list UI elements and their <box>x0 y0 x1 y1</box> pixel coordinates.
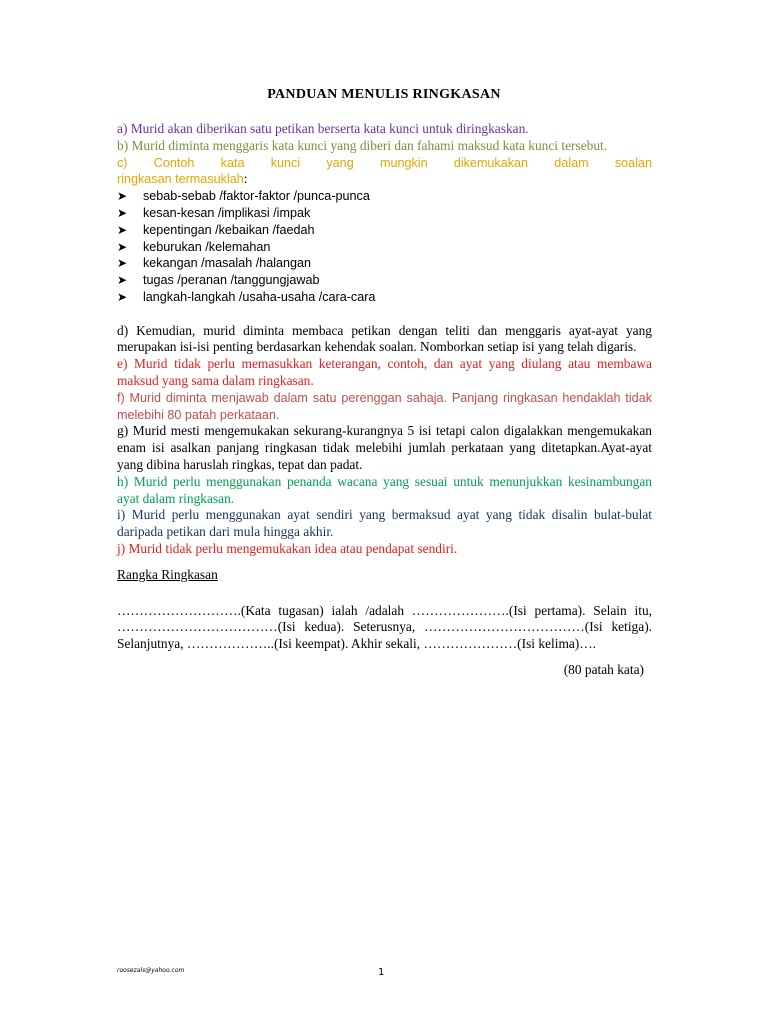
spacer <box>117 306 652 323</box>
list-item <box>117 255 652 272</box>
paragraph-d: d) Kemudian, murid diminta membaca petikan dengan teliti dan menggaris ayat-ayat yang merupakan isi-isi penting berdasarkan kehendak soalan. Nomborkan setiap isi yang telah digaris. <box>117 322 652 355</box>
list-item <box>117 222 652 239</box>
paragraph-g: g) Murid mesti mengemukakan sekurang-kurangnya 5 isi tetapi calon digalakkan mengemukakan enam isi asalkan panjang ringkasan tidak melebihi jumlah perkataan yang ditetapkan.Ayat-ayat yang dibina haruslah ringkas, tepat dan padat. <box>117 423 652 472</box>
page-title: PANDUAN MENULIS RINGKASAN <box>267 87 501 102</box>
list-item <box>117 289 652 306</box>
paragraph-a: a) Murid akan diberikan satu petikan berserta kata kunci untuk diringkaskan. <box>117 121 529 136</box>
word-count-note: (80 patah kata) <box>563 661 644 677</box>
page-number: 1 <box>378 967 385 978</box>
paragraph-c-line1: c) Contoh kata kunci yang mungkin dikemukakan dalam soalan <box>117 155 652 170</box>
keyword-list <box>117 188 652 306</box>
document-body <box>117 121 652 692</box>
paragraph-c-text: ringkasan termasuklah <box>117 172 244 187</box>
arrowhead-bullet-icon: ➤ <box>117 256 128 271</box>
arrowhead-bullet-icon: ➤ <box>117 239 128 254</box>
list-item <box>117 272 652 289</box>
arrowhead-bullet-icon: ➤ <box>117 289 128 304</box>
list-item-label: kesan-kesan /implikasi /impak <box>143 205 311 220</box>
paragraph-b: b) Murid diminta menggaris kata kunci yang diberi dan fahami maksud kata kunci tersebut. <box>117 137 608 153</box>
list-item-label: langkah-langkah /usaha-usaha /cara-cara <box>143 289 376 304</box>
paragraph-j: j) Murid tidak perlu mengemukakan idea atau pendapat sendiri. <box>117 540 458 556</box>
summary-framework: ……………………….(Kata tugasan) ialah /adalah ………………….(Isi pertama). Selain itu, ………………………………(Isi kedua). Seterusnya, ………………………………(Isi ketiga). Selanjutnya, ………………..(Isi keempat). Akhir sekali, …………………(Isi kelima)…. <box>117 602 652 652</box>
section-title: Rangka Ringkasan <box>117 566 218 582</box>
arrowhead-bullet-icon: ➤ <box>117 273 128 288</box>
paragraph-c-colon: : <box>243 171 248 187</box>
list-item-label: keburukan /kelemahan <box>143 239 271 254</box>
arrowhead-bullet-icon: ➤ <box>117 189 128 204</box>
paragraph-i: i) Murid perlu menggunakan ayat sendiri yang bermaksud ayat yang tidak disalin bulat-bulat daripada petikan dari mula hingga akhir. <box>117 507 652 540</box>
arrowhead-bullet-icon: ➤ <box>117 205 128 220</box>
list-item-label: kekangan /masalah /halangan <box>143 256 312 271</box>
list-item <box>117 239 652 256</box>
list-item-label: sebab-sebab /faktor-faktor /punca-punca <box>143 189 370 204</box>
paragraph-e: e) Murid tidak perlu memasukkan keterangan, contoh, dan ayat yang diulang atau membawa maksud yang sama dalam ringkasan. <box>117 356 652 388</box>
paragraph-h: h) Murid perlu menggunakan penanda wacana yang sesuai untuk menunjukkan kesinambungan ayat dalam ringkasan. <box>117 473 652 506</box>
list-item <box>117 205 652 222</box>
list-item-label: kepentingan /kebaikan /faedah <box>143 222 315 237</box>
paragraph-f: f) Murid diminta menjawab dalam satu perenggan sahaja. Panjang ringkasan hendaklah tidak melebihi 80 patah perkataan. <box>117 390 652 422</box>
arrowhead-bullet-icon: ➤ <box>117 222 128 237</box>
footer-email: roosezals@yahoo.com <box>117 967 185 974</box>
list-item <box>117 188 652 205</box>
paragraph-c-line2 <box>117 171 652 188</box>
list-item-label: tugas /peranan /tanggungjawab <box>143 273 320 288</box>
